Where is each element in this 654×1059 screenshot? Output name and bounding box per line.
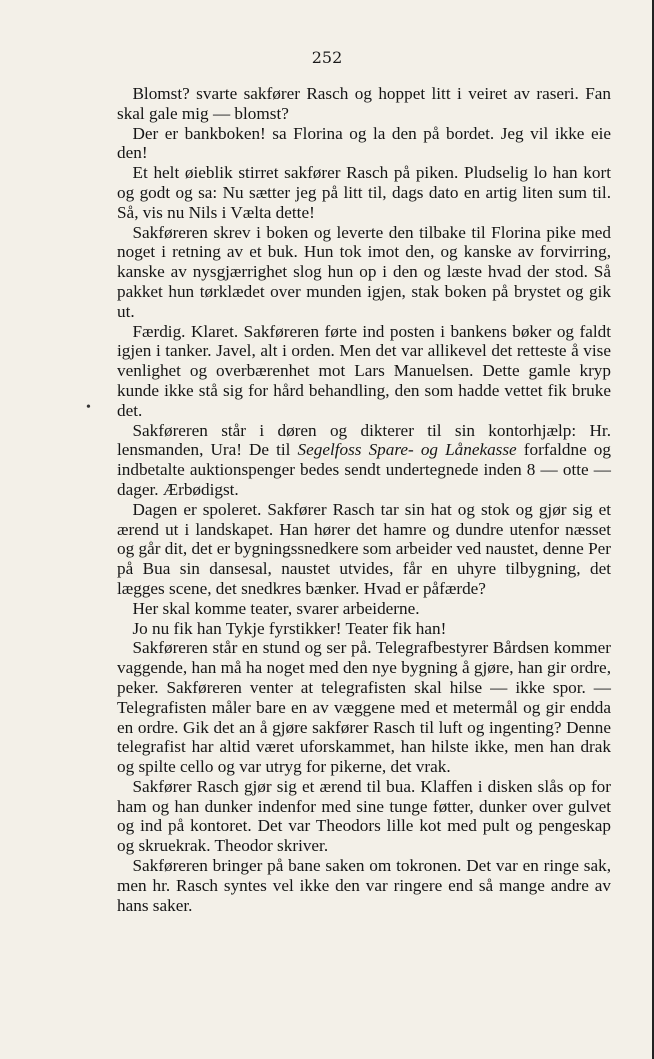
paragraph-8: Her skal komme teater, svarer arbeiderne. — [132, 598, 420, 618]
paragraph-2: Der er bankboken! sa Florina og la den på bordet. Jeg vil ikke eie den! — [117, 123, 611, 163]
paragraph-11: Sakfører Rasch gjør sig et ærend til bua. Klaffen i disken slås op for ham og han dunker indenfor med sine tunge føtter, dunker over gulvet og ind på kontoret. Det var Theodors lille kot med pult og pengeskap og skruekrak. Theodor skriver. — [117, 776, 611, 856]
paragraph-6-pre: Sakføreren står i døren og dikterer til sin kontorhjælp: Hr. lensmanden, Ura! De til — [117, 420, 611, 460]
page-number: 252 — [311, 48, 343, 67]
paragraph-6-post: forfaldne og indbetalte auktionspenger bedes sendt undertegnede inden 8 — otte — dager. Ærbødigst. — [117, 440, 611, 499]
paragraph-9: Jo nu fik han Tykje fyrstikker! Teater fik han! — [132, 618, 447, 638]
margin-mark: • — [86, 400, 91, 415]
paragraph-5: Færdig. Klaret. Sakføreren førte ind posten i bankens bøker og faldt igjen i tanker. Javel, alt i orden. Men det var allikevel det retteste å vise venlighet og overbærenhet mot Lars Manuelsen. Dette gamle kryp kunde ikke stå sig for hård behandling, den som hadde vettet fik bruke det. — [117, 321, 611, 420]
paragraph-4: Sakføreren skrev i boken og leverte den tilbake til Florina pike med noget i retning av et buk. Hun tok imot den, og kanske av forvirring, kanske av nysgjærrighet slog hun op i den og læste hvad der stod. Så pakket hun tørklædet over munden igjen, stak boken på brystet og gik ut. — [117, 222, 611, 321]
paragraph-12: Sakføreren bringer på bane saken om tokronen. Det var en ringe sak, men hr. Rasch syntes vel ikke den var ringere end så mange andre av hans saker. — [117, 856, 611, 915]
paragraph-10: Sakføreren står en stund og ser på. Telegrafbestyrer Bårdsen kommer vaggende, han må ha noget med den nye bygning å gjøre, han gir ordre, peker. Sakføreren venter at telegrafisten skal hilse — ikke spor. — Telegrafisten måler bare en av væggene med et metermål og gir endda en ordre. Gik det an å gjøre sakfører Rasch til luft og ingenting? Denne telegrafist har altid været uforskammet, han hilste ikke, men han drak og spilte cello og var utryg for pikerne, det vrak. — [117, 638, 611, 777]
body-text — [117, 84, 611, 915]
bank-name-italic: Segelfoss Spare- og Lånekasse — [297, 440, 517, 460]
paragraph-3: Et helt øieblik stirret sakfører Rasch på piken. Pludselig lo han kort og godt og sa: Nu sætter jeg på litt til, dags dato en artig liten sum til. Så, vis nu Nils i Vælta dette! — [117, 163, 611, 222]
paragraph-7: Dagen er spoleret. Sakfører Rasch tar sin hat og stok og gjør sig et ærend ut i landskapet. Han hører det hamre og dundre utenfor næsset og går dit, det er bygningssnedkere som arbeider ved naustet, denne Per på Bua sin dansesal, naustet utvides, får en uhyre tilbygning, det lægges scene, det snedkres bænker. Hvad er påfærde? — [117, 499, 611, 598]
paragraph-1: Blomst? svarte sakfører Rasch og hoppet litt i veiret av raseri. Fan skal gale mig — blomst? — [117, 84, 611, 123]
paragraph-6 — [117, 421, 611, 500]
